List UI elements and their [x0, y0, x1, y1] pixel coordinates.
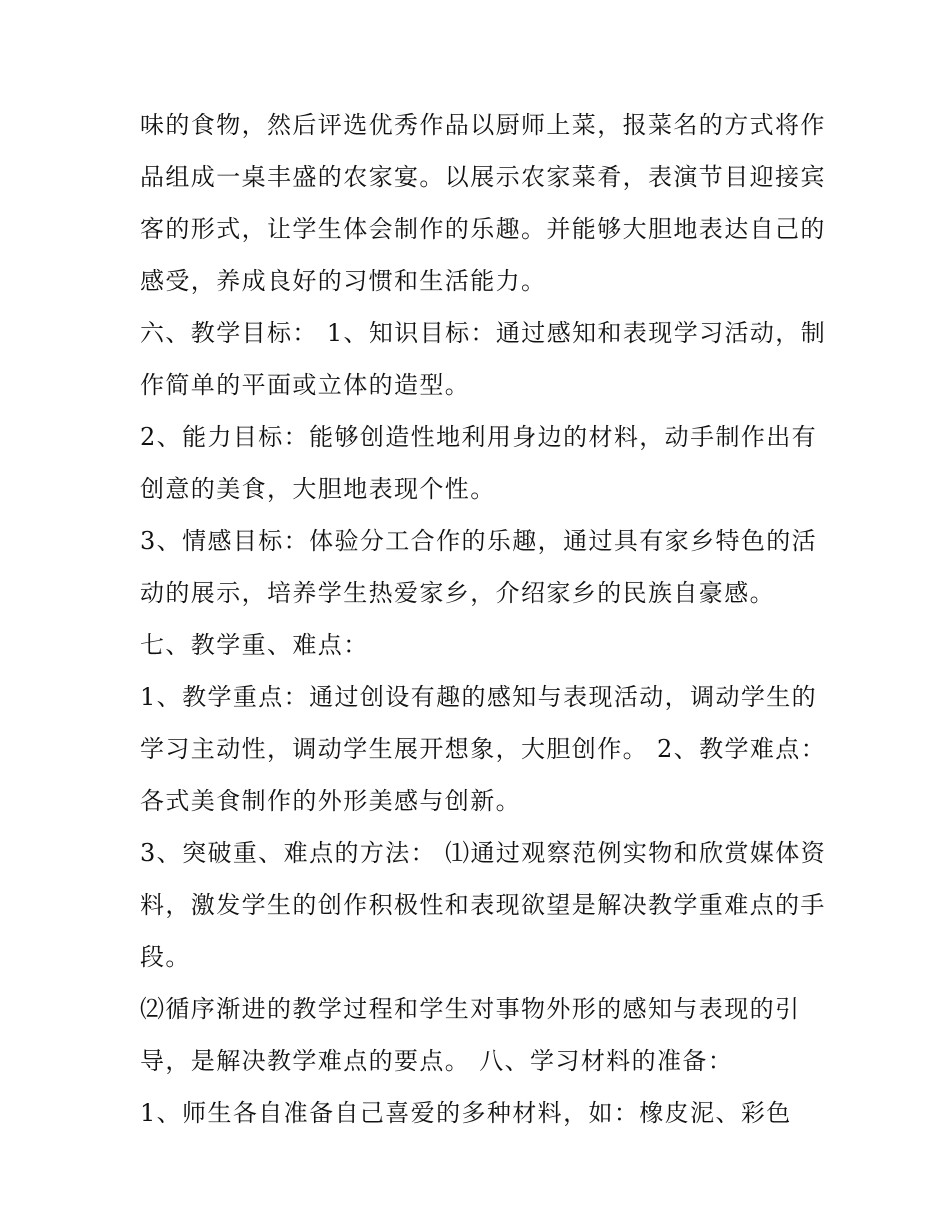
- text-line: 各式美食制作的外形美感与创新。: [140, 787, 521, 815]
- text-line: 料，激发学生的创作积极性和表现欲望是解决教学重难点的手: [140, 891, 826, 919]
- text-line: 感受，养成良好的习惯和生活能力。: [140, 267, 547, 295]
- text-line: 1、师生各自准备自己喜爱的多种材料，如：橡皮泥、彩色: [140, 1099, 792, 1127]
- text-line: 创意的美食，大胆地表现个性。: [140, 475, 496, 503]
- text-line: 1、教学重点：通过创设有趣的感知与表现活动，调动学生的: [140, 683, 818, 711]
- text-line: ⑵循序渐进的教学过程和学生对事物外形的感知与表现的引: [140, 995, 801, 1023]
- text-line: 客的形式，让学生体会制作的乐趣。并能够大胆地表达自己的: [140, 215, 826, 243]
- text-line: 3、情感目标：体验分工合作的乐趣，通过具有家乡特色的活: [140, 527, 818, 555]
- section-heading-key-points: 七、教学重、难点：: [140, 631, 369, 659]
- text-line: 作简单的平面或立体的造型。: [140, 371, 471, 399]
- text-line: 导，是解决教学难点的要点。 八、学习材料的准备：: [140, 1047, 734, 1075]
- text-line: 段。: [140, 943, 191, 971]
- section-heading-objectives: 六、教学目标： 1、知识目标：通过感知和表现学习活动，制: [140, 319, 827, 347]
- text-line: 动的展示，培养学生热爱家乡，介绍家乡的民族自豪感。: [140, 579, 775, 607]
- text-line: 2、能力目标：能够创造性地利用身边的材料，动手制作出有: [140, 423, 818, 451]
- text-line: 品组成一桌丰盛的农家宴。以展示农家菜肴，表演节目迎接宾: [140, 163, 826, 191]
- text-line: 学习主动性，调动学生展开想象，大胆创作。 2、教学难点：: [140, 735, 827, 763]
- text-line: 味的食物，然后评选优秀作品以厨师上菜，报菜名的方式将作: [140, 111, 826, 139]
- text-line: 3、突破重、难点的方法： ⑴通过观察范例实物和欣赏媒体资: [140, 839, 827, 867]
